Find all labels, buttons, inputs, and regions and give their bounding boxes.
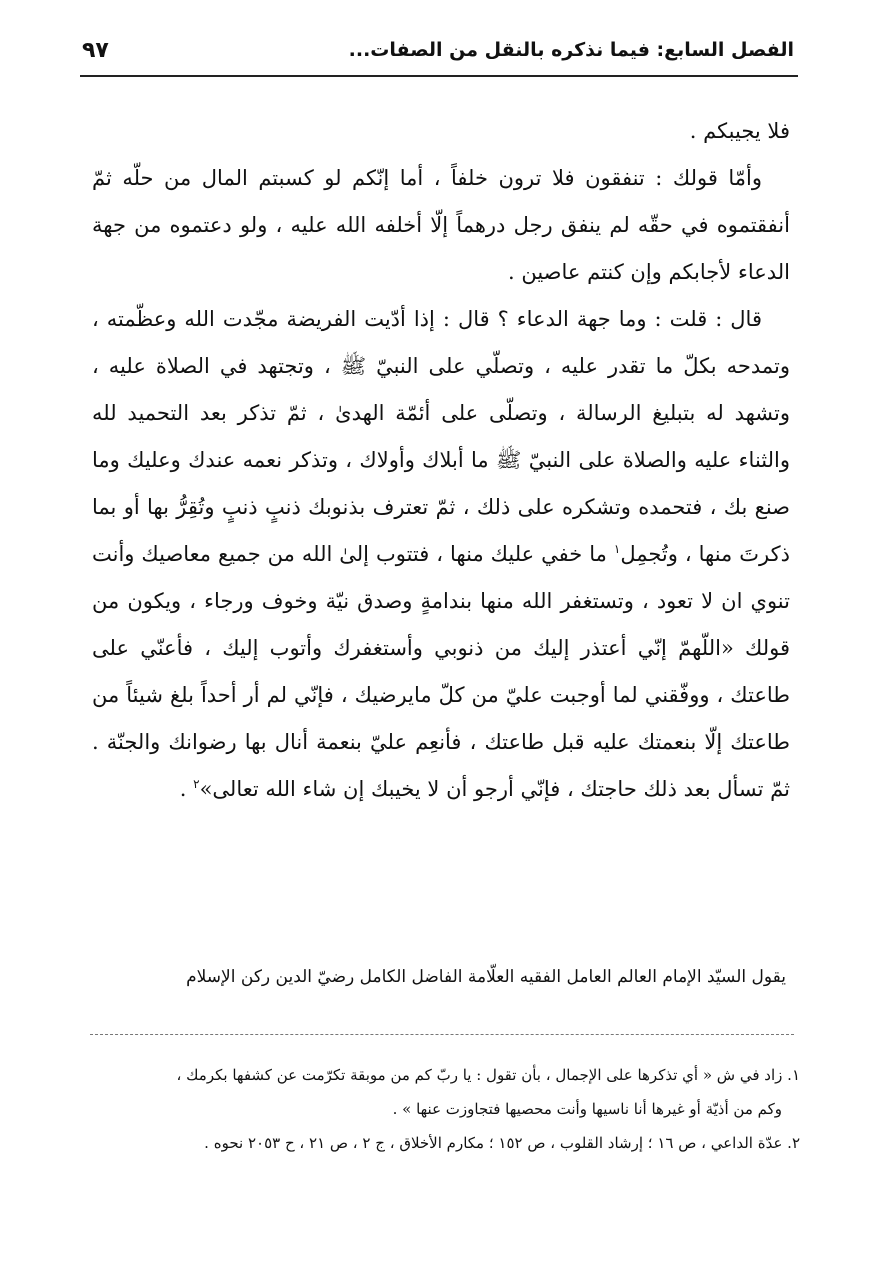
paragraph-3-text-a: قال : قلت : وما جهة الدعاء ؟ قال : إذا أدّيت الفريضة مجّدت الله وعظّمته ، وتمدحه بكلّ ما تقدر عليه ، وتصلّي على النبيّ ﷺ ، وتجتهد في الصلاة عليه ، وتشهد له بتبليغ الرسالة ، وتصلّى على أئمّة الهدىٰ ، ثمّ تذكر بعد التحميد لله والثناء عليه والصلاة على النبيّ ﷺ ما أبلاك وأولاك ، وتذكر نعمه عندك وعليك وما صنع بك ، فتحمده وتشكره على ذلك ، ثمّ تعترف بذنوبك ذنبٍ ذنبٍ وتُقِرُّ بها أو بما ذكرتَ منها ، وتُجمِل: [92, 307, 790, 566]
footnotes: [92, 1058, 800, 1160]
footnote-2: ٢. عدّة الداعي ، ص ١٦ ؛ إرشاد القلوب ، ص ١٥٢ ؛ مكارم الأخلاق ، ج ٢ ، ص ٢١ ، ح ٢٠٥٣ نحوه .: [204, 1134, 800, 1152]
paragraph-3-end: .: [179, 777, 194, 801]
author-line: يقول السيّد الإمام العالم العامل الفقيه العلّامة الفاضل الكامل رضيّ الدين ركن الإسلام: [186, 967, 786, 987]
paragraph-1: فلا يجيبكم .: [689, 119, 790, 143]
main-text: [92, 108, 790, 813]
page-number: ٩٧: [82, 37, 109, 63]
paragraph-3-text-b: ما خفي عليك منها ، فتتوب إلىٰ الله من جميع معاصيك وأنت تنوي ان لا تعود ، وتستغفر الله منها بندامةٍ وصدق نيّة وخوف ورجاء ، ويكون من قولك «اللّهمّ إنّي أعتذر إليك من ذنوبي وأستغفرك وأتوب إليك ، فأعنّي على طاعتك ، ووفّقني لما أوجبت عليّ من كلّ مايرضيك ، فإنّي لم أر أحداً بلغ شيئاً من طاعتك إلّا بنعمتك عليه قبل طاعتك ، فأنعِم عليّ بنعمة أنال بها رضوانك والجنّة . ثمّ تسأل بعد ذلك حاجتك ، فإنّي أرجو أن لا يخيبك إن شاء الله تعالى»: [92, 542, 790, 801]
footnote-ref-1[interactable]: ١: [613, 542, 621, 556]
footnote-1-line-1: ١. زاد في ش « أي تذكرها على الإجمال ، بأن تقول : يا ربّ كم من موبقة تكرّمت عن كشفها بكرمك ،: [176, 1066, 800, 1084]
footnote-ref-2[interactable]: ٢: [193, 777, 200, 791]
footnote-1-line-2: وكم من أذيّة أو غيرها أنا ناسيها وأنت محصيها فتجاوزت عنها » .: [392, 1100, 782, 1118]
chapter-title: الفصل السابع: فيما نذكره بالنقل من الصفات...: [348, 39, 794, 61]
header-rule: [80, 75, 798, 77]
paragraph-3: [92, 296, 790, 813]
running-header: [82, 30, 794, 70]
footnote-divider: [90, 1034, 794, 1035]
paragraph-2: وأمّا قولك : تنفقون فلا ترون خلفاً ، أما إنّكم لو كسبتم المال من حلّه ثمّ أنفقتموه في حقّه لم ينفق رجل درهماً إلّا أخلفه الله عليه ، ولو دعتموه من جهة الدعاء لأجابكم وإن كنتم عاصين .: [92, 166, 790, 284]
